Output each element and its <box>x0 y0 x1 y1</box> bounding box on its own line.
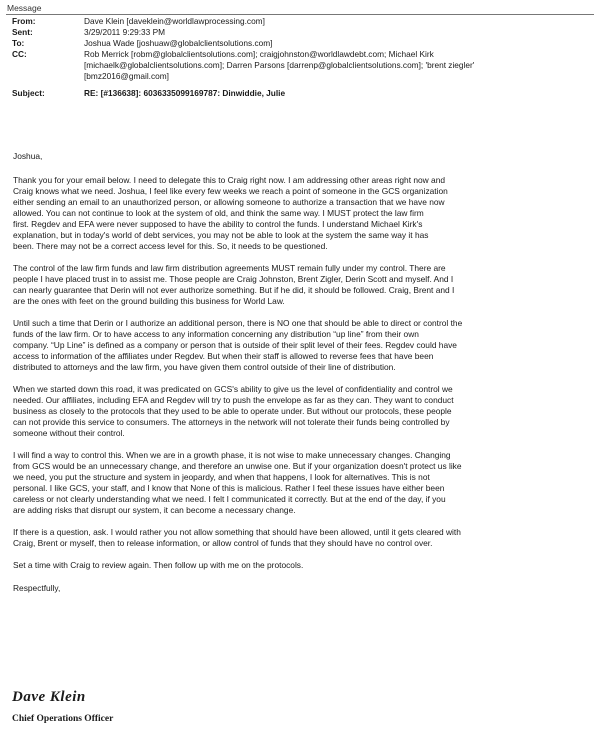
sent-row <box>12 27 592 38</box>
signature-title: Chief Operations Officer <box>12 714 114 724</box>
paragraph-line: personal. I like GCS, your staff, and I know that None of this is malicious. Rather I feel these issues have either been <box>13 483 445 493</box>
body-paragraph <box>13 527 591 549</box>
body-paragraph <box>13 318 591 373</box>
body-paragraph <box>13 384 591 439</box>
sent-value: 3/29/2011 9:29:33 PM <box>84 27 166 37</box>
paragraph-line: Until such a time that Derin or I authorize an additional person, there is NO one that should be able to direct or control the <box>13 318 463 328</box>
cc-label: CC: <box>12 49 27 59</box>
header-divider <box>6 14 594 15</box>
paragraph-line: from GCS would be an unnecessary change, and therefore an unwise one. But if your organization doesn't protect us like <box>13 461 462 471</box>
sent-label: Sent: <box>12 27 33 37</box>
paragraph-line: we need, you put the structure and system in jeopardy, and when that happens, I look for alternatives. This is not <box>13 472 430 482</box>
body-paragraph <box>13 263 591 307</box>
cc-value <box>84 49 592 82</box>
paragraph-line: The control of the law firm funds and law firm distribution agreements MUST remain fully under my control. There are <box>13 263 446 273</box>
paragraph-line: explanation, but in today's world of debt services, you may not be able to look at the system the same way it has <box>13 230 429 240</box>
email-body <box>13 151 591 594</box>
subject-label: Subject: <box>12 88 45 98</box>
from-row <box>12 16 592 27</box>
paragraph-line: Thank you for your email below. I need to delegate this to Craig right now. I am addressing other areas right now and <box>13 175 446 185</box>
paragraph-line: been. There may not be a correct access level for this. So, it needs to be questioned. <box>13 241 328 251</box>
cc-line: [michaelk@globalclientsolutions.com]; Darren Parsons [darrenp@globalclientsolutions.com]; 'brent ziegler' <box>84 60 475 70</box>
paragraph-line: first. Regdev and EFA were never supposed to have the ability to control the funds. I understand Michael Kirk's <box>13 219 423 229</box>
from-value: Dave Klein [daveklein@worldlawprocessing.com] <box>84 16 265 26</box>
paragraph-line: If there is a question, ask. I would rather you not allow something that should have been allowed, until it gets cleared with <box>13 527 461 537</box>
paragraph-line: are the ones with feet on the ground building this business for World Law. <box>13 296 285 306</box>
subject-row <box>12 88 592 99</box>
message-tab-label: Message <box>7 3 42 13</box>
body-paragraph <box>13 560 591 571</box>
paragraph-line: people I have placed trust in to assist me. Those people are Craig Johnston, Brent Zigler, Derin Scott and myself. And I <box>13 274 454 284</box>
email-header <box>12 16 592 99</box>
paragraph-line: I will find a way to control this. When we are in a growth phase, it is not wise to make unnecessary changes. Changing <box>13 450 451 460</box>
paragraph-line: someone without their control. <box>13 428 125 438</box>
paragraph-line: distributed to attorneys and the law firm, you have given them control outside of their line of distribution. <box>13 362 396 372</box>
paragraph-line: When we started down this road, it was predicated on GCS's ability to give us the level of confidentiality and control we <box>13 384 453 394</box>
cc-line: [bmz2016@gmail.com] <box>84 71 169 81</box>
paragraph-line: Craig, Brent or myself, then to release information, or allow control of funds that they should have no control over. <box>13 538 433 548</box>
paragraph-line: needed. Our affiliates, including EFA and Regdev will try to push the envelope as far as they can. They want to conduct <box>13 395 454 405</box>
paragraph-line: can not provide this service to consumers. The attorneys in the network will not tolerate their funds being controlled by <box>13 417 450 427</box>
paragraph-line: funds of the law firm. Or to have access to any information concerning any distribution “up line” from their own <box>13 329 419 339</box>
to-label: To: <box>12 38 25 48</box>
greeting: Joshua, <box>13 151 43 161</box>
paragraph-line: Set a time with Craig to review again. Then follow up with me on the protocols. <box>13 560 304 570</box>
to-value: Joshua Wade [joshuaw@globalclientsolutions.com] <box>84 38 273 48</box>
paragraph-line: can nearly guarantee that Derin will not ever authorize something. But if he did, it should be followed. Craig, Brent and I <box>13 285 455 295</box>
body-paragraphs <box>13 175 591 571</box>
subject-value: RE: [#136638]: 6036335099169787: Dinwiddie, Julie <box>84 88 286 98</box>
closing: Respectfully, <box>13 583 61 593</box>
body-paragraph <box>13 175 591 252</box>
cc-line: Rob Merrick [robm@globalclientsolutions.com]; craigjohnston@worldlawdebt.com; Michael Kirk <box>84 49 434 59</box>
from-label: From: <box>12 16 36 26</box>
paragraph-line: Craig knows what we need. Joshua, I feel like every few weeks we reach a point of someone in the GCS organization <box>13 186 448 196</box>
paragraph-line: allowed. You can not continue to look at the system of old, and think the same way. I MUST protect the law firm <box>13 208 424 218</box>
paragraph-line: careless or not clearly understanding what we need. I felt I communicated it correctly. But at the end of the day, if you <box>13 494 446 504</box>
cc-row <box>12 49 592 82</box>
paragraph-line: access to information of the affiliates under Regdev. But when their staff is allowed to reverse fees that have been <box>13 351 434 361</box>
to-row <box>12 38 592 49</box>
paragraph-line: either sending an email to an unauthorized person, or allowing someone to authorize a transaction that we have now <box>13 197 445 207</box>
body-paragraph <box>13 450 591 516</box>
paragraph-line: company. “Up Line” is defined as a company or person that is outside of their split level of their fees. Regdev could have <box>13 340 457 350</box>
paragraph-line: are adding risks that disrupt our system, it can become a necessary change. <box>13 505 296 515</box>
paragraph-line: business as closely to the protocols that they used to be able to operate under. But without our protocols, these people <box>13 406 452 416</box>
signature: Dave Klein <box>12 689 86 705</box>
